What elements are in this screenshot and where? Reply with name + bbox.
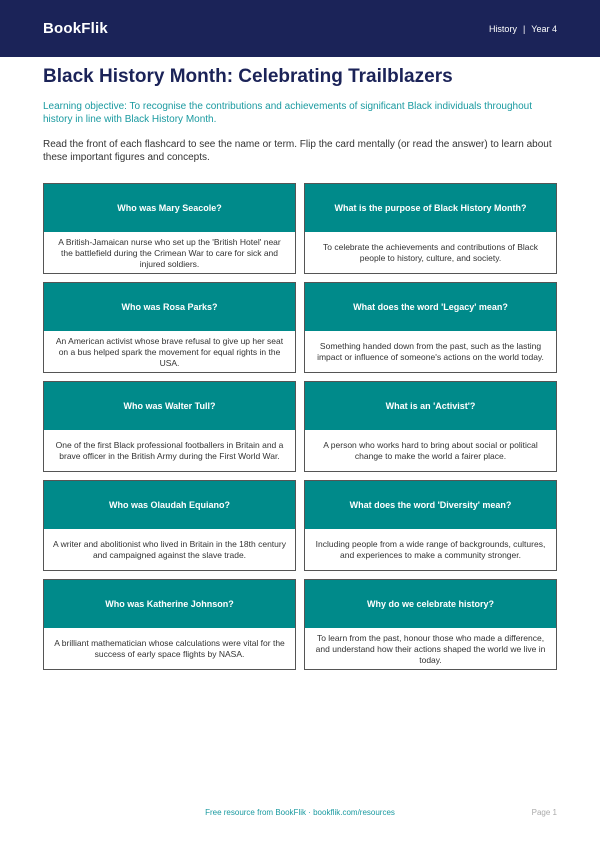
page-number: Page 1	[531, 808, 557, 817]
footer-text[interactable]: Free resource from BookFlik · bookflik.com/resources	[205, 808, 395, 817]
flashcard[interactable]	[43, 480, 296, 571]
flashcard-back: An American activist whose brave refusal to give up her seat on a bus helped spark the movement for equal rights in the USA.	[55, 335, 284, 368]
flashcard[interactable]	[304, 381, 557, 472]
flashcard-front: Who was Mary Seacole?	[44, 184, 295, 232]
flashcard-front: Who was Katherine Johnson?	[44, 580, 295, 628]
header-bar	[0, 0, 600, 57]
flashcard-back: One of the first Black professional footballers in Britain and a brave officer in the British Army during the First World War.	[55, 440, 284, 461]
header-meta	[489, 24, 557, 34]
meta-separator: |	[522, 23, 526, 34]
page-title: Black History Month: Celebrating Trailblazers	[43, 66, 453, 87]
flashcard-back: To celebrate the achievements and contributions of Black people to history, culture, and society.	[323, 242, 538, 263]
year-label: Year 4	[531, 23, 557, 34]
flashcard-back: A person who works hard to bring about social or political change to make the world a fairer place.	[323, 440, 538, 461]
flashcard-back: Something handed down from the past, such as the lasting impact or influence of someone's actions on the world today.	[317, 341, 544, 362]
flashcard[interactable]	[304, 480, 557, 571]
flashcard-front: What is an 'Activist'?	[305, 382, 556, 430]
flashcard-front: What is the purpose of Black History Month?	[305, 184, 556, 232]
flashcard[interactable]	[43, 183, 296, 274]
flashcard-front: What does the word 'Legacy' mean?	[305, 283, 556, 331]
flashcard-back: Including people from a wide range of backgrounds, cultures, and experiences to make a community stronger.	[315, 539, 546, 560]
brand-logo[interactable]: BookFlik	[43, 20, 108, 37]
flashcard-back: To learn from the past, honour those who made a difference, and understand how their actions shaped the world we live in today.	[315, 632, 546, 665]
flashcard-front: Why do we celebrate history?	[305, 580, 556, 628]
flashcard-back: A British-Jamaican nurse who set up the 'British Hotel' near the battlefield during the Crimean War to care for sick and injured soldiers.	[58, 236, 281, 269]
flashcard[interactable]	[304, 183, 557, 274]
flashcard[interactable]	[304, 282, 557, 373]
subject-label: History	[488, 23, 517, 34]
flashcard-grid	[43, 183, 557, 670]
flashcard-front: Who was Walter Tull?	[44, 382, 295, 430]
flashcard[interactable]	[43, 381, 296, 472]
flashcard-back: A writer and abolitionist who lived in Britain in the 18th century and campaigned against the slave trade.	[53, 539, 286, 560]
flashcard-back: A brilliant mathematician whose calculations were vital for the success of early space flights by NASA.	[54, 638, 285, 659]
flashcard-front: What does the word 'Diversity' mean?	[305, 481, 556, 529]
flashcard[interactable]	[43, 579, 296, 670]
flashcard[interactable]	[43, 282, 296, 373]
learning-objective: Learning objective: To recognise the contributions and achievements of significant Black individuals throughout history in line with Black History Month.	[43, 101, 533, 125]
flashcard-front: Who was Rosa Parks?	[44, 283, 295, 331]
flashcard[interactable]	[304, 579, 557, 670]
instructions: Read the front of each flashcard to see the name or term. Flip the card mentally (or read the answer) to learn about these important figures and concepts.	[43, 139, 552, 163]
flashcard-front: Who was Olaudah Equiano?	[44, 481, 295, 529]
